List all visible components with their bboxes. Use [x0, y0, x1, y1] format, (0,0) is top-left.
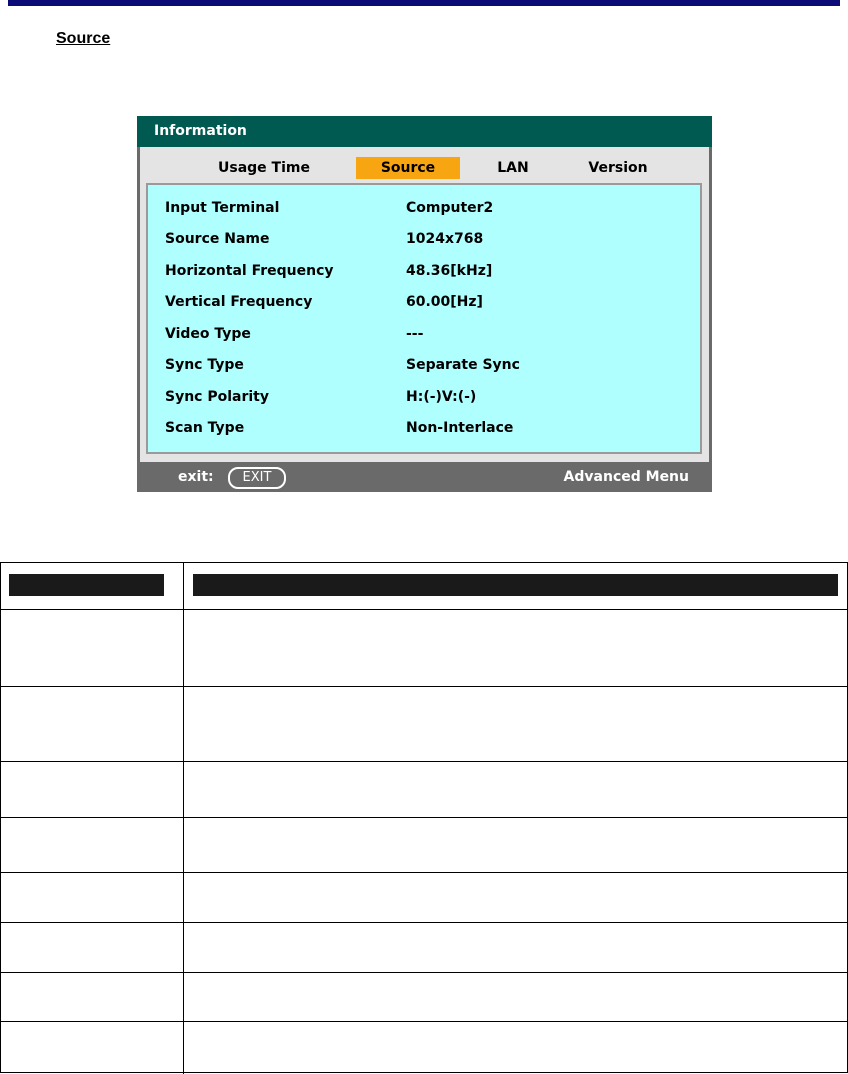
row-value: ---	[406, 326, 424, 342]
description-table	[0, 562, 848, 1073]
section-heading: Source	[56, 30, 111, 47]
table-row	[1, 972, 848, 973]
row-value: 60.00[Hz]	[406, 294, 483, 310]
row-value: Non-Interlace	[406, 420, 514, 436]
tab-lan[interactable]: LAN	[497, 160, 529, 176]
column-divider	[183, 563, 184, 1074]
exit-label: exit:	[178, 469, 214, 485]
row-label: Sync Polarity	[165, 389, 269, 405]
table-row	[1, 1021, 848, 1022]
row-value: 48.36[kHz]	[406, 263, 493, 279]
tab-source[interactable]: Source	[356, 157, 460, 179]
row-label: Source Name	[165, 231, 270, 247]
table-row	[1, 609, 848, 610]
tab-version[interactable]: Version	[588, 160, 648, 176]
table-row	[1, 686, 848, 687]
exit-button[interactable]: EXIT	[228, 467, 286, 489]
table-header-description	[193, 574, 838, 596]
menu-body	[140, 147, 709, 462]
row-value: Computer2	[406, 200, 494, 216]
row-label: Input Terminal	[165, 200, 280, 216]
row-value: H:(-)V:(-)	[406, 389, 477, 405]
row-label: Sync Type	[165, 357, 244, 373]
top-rule	[8, 0, 840, 6]
row-value: Separate Sync	[406, 357, 520, 373]
table-row	[1, 872, 848, 873]
menu-footer	[137, 462, 712, 492]
menu-title: Information	[137, 116, 712, 147]
information-menu	[137, 116, 712, 492]
row-label: Video Type	[165, 326, 251, 342]
table-row	[1, 817, 848, 818]
row-label: Scan Type	[165, 420, 245, 436]
row-label: Horizontal Frequency	[165, 263, 334, 279]
row-value: 1024x768	[406, 231, 484, 247]
row-label: Vertical Frequency	[165, 294, 313, 310]
table-row	[1, 922, 848, 923]
table-header-item	[9, 574, 164, 596]
table-row	[1, 761, 848, 762]
tab-usage-time[interactable]: Usage Time	[218, 160, 310, 176]
info-panel	[146, 183, 702, 454]
menu-name: Advanced Menu	[563, 469, 689, 485]
